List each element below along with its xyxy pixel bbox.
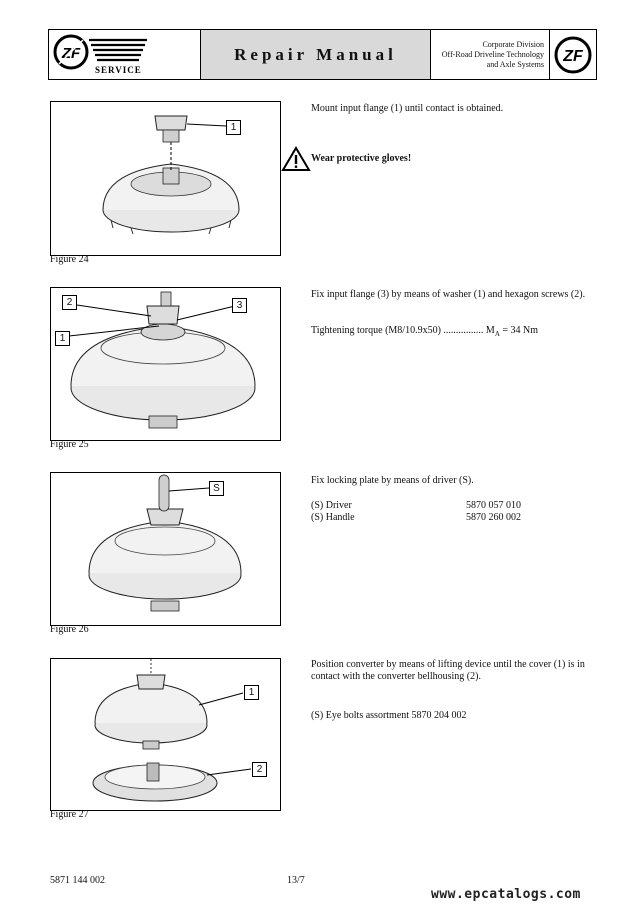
tool-line: (S) Eye bolts assortment 5870 204 002 — [311, 710, 467, 721]
watermark-link[interactable]: www.epcatalogs.com — [431, 887, 581, 902]
figure-caption: Figure 27 — [50, 809, 89, 820]
warning-text: Wear protective gloves! — [311, 153, 412, 164]
page-header — [48, 29, 597, 80]
figure-26-image — [50, 472, 281, 626]
step-text: Mount input flange (1) until contact is obtained. — [311, 103, 504, 114]
callout-1: 1 — [226, 120, 241, 135]
doc-number: 5871 144 002 — [50, 875, 105, 886]
step-text: Fix input flange (3) by means of washer (1) and hexagon screws (2). — [311, 289, 586, 300]
callout-2: 2 — [62, 295, 77, 310]
step-text: Position converter by means of lifting device until the cover (1) is in contact with the converter bellhousing (2). — [311, 659, 585, 682]
callout-1: 1 — [55, 331, 70, 346]
figure-caption: Figure 24 — [50, 254, 89, 265]
callout-s: S — [209, 481, 224, 496]
figure-caption: Figure 25 — [50, 439, 89, 450]
list-item: (S) Handle 5870 260 002 — [311, 512, 521, 523]
step-text: Fix locking plate by means of driver (S). — [311, 475, 474, 486]
callout-3: 3 — [232, 298, 247, 313]
svg-text:ZF: ZF — [563, 47, 583, 65]
zf-service-logo — [49, 30, 201, 79]
list-item: (S) Driver 5870 057 010 — [311, 500, 521, 511]
figure-24-image — [50, 101, 281, 256]
service-label: SERVICE — [95, 65, 142, 75]
page-title: Repair Manual — [234, 44, 397, 64]
torque-spec: Tightening torque (M8/10.9x50) ................ $M_A = 34$ Nm — [311, 325, 539, 338]
title-cell — [201, 30, 431, 79]
page-number: 13/7 — [287, 875, 305, 886]
svg-text:ZF: ZF — [61, 45, 81, 62]
corporate-division: Corporate Division Off-Road Driveline Technology and Axle Systems — [431, 30, 550, 79]
tool-list — [311, 500, 601, 524]
callout-1: 1 — [244, 685, 259, 700]
zf-logo — [550, 30, 596, 79]
callout-2: 2 — [252, 762, 267, 777]
warning-icon — [281, 146, 311, 172]
figure-27-image — [50, 658, 281, 811]
figure-caption: Figure 26 — [50, 624, 89, 635]
